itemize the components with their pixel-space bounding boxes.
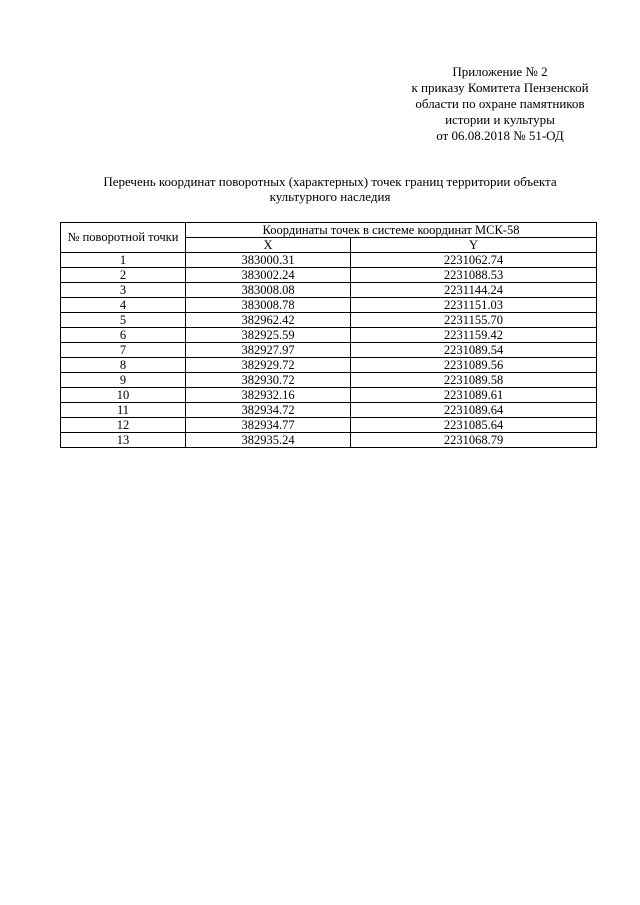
cell-point-number: 2: [61, 268, 186, 283]
cell-point-number: 1: [61, 253, 186, 268]
cell-y: 2231088.53: [351, 268, 597, 283]
cell-point-number: 12: [61, 418, 186, 433]
cell-x: 383002.24: [186, 268, 351, 283]
cell-x: 382930.72: [186, 373, 351, 388]
table-row: [61, 358, 597, 373]
cell-y: 2231089.56: [351, 358, 597, 373]
header-y: Y: [351, 238, 597, 253]
table-row: [61, 328, 597, 343]
cell-x: 382929.72: [186, 358, 351, 373]
table-row: [61, 298, 597, 313]
table-body: [61, 253, 597, 448]
cell-x: 382935.24: [186, 433, 351, 448]
appendix-header: [400, 64, 600, 144]
cell-y: 2231144.24: [351, 283, 597, 298]
cell-y: 2231089.54: [351, 343, 597, 358]
document-title-line: культурного наследия: [269, 189, 391, 204]
cell-point-number: 11: [61, 403, 186, 418]
header-point-number: № поворотной точки: [61, 223, 186, 253]
cell-y: 2231085.64: [351, 418, 597, 433]
cell-y: 2231089.64: [351, 403, 597, 418]
cell-point-number: 9: [61, 373, 186, 388]
cell-y: 2231062.74: [351, 253, 597, 268]
cell-x: 382962.42: [186, 313, 351, 328]
table-row: [61, 388, 597, 403]
cell-point-number: 4: [61, 298, 186, 313]
cell-point-number: 6: [61, 328, 186, 343]
appendix-line: области по охране памятников: [415, 96, 585, 111]
cell-x: 382927.97: [186, 343, 351, 358]
cell-point-number: 13: [61, 433, 186, 448]
appendix-line: к приказу Комитета Пензенской: [411, 80, 589, 95]
cell-y: 2231159.42: [351, 328, 597, 343]
cell-x: 383000.31: [186, 253, 351, 268]
table-row: [61, 283, 597, 298]
header-x: X: [186, 238, 351, 253]
appendix-line: Приложение № 2: [452, 64, 548, 79]
cell-y: 2231068.79: [351, 433, 597, 448]
coordinates-table: [60, 222, 597, 448]
cell-point-number: 5: [61, 313, 186, 328]
cell-y: 2231089.58: [351, 373, 597, 388]
cell-x: 382934.72: [186, 403, 351, 418]
document-title: [60, 174, 600, 204]
cell-x: 382934.77: [186, 418, 351, 433]
cell-y: 2231155.70: [351, 313, 597, 328]
table-row: [61, 418, 597, 433]
cell-point-number: 7: [61, 343, 186, 358]
cell-point-number: 3: [61, 283, 186, 298]
header-coordinates: Координаты точек в системе координат МСК-58: [186, 223, 597, 238]
table-row: [61, 253, 597, 268]
appendix-line: от 06.08.2018 № 51-ОД: [436, 128, 564, 143]
cell-x: 382932.16: [186, 388, 351, 403]
cell-point-number: 8: [61, 358, 186, 373]
table-header-row: [61, 223, 597, 238]
appendix-line: истории и культуры: [445, 112, 555, 127]
document-title-line: Перечень координат поворотных (характерных) точек границ территории объекта: [103, 174, 557, 189]
cell-x: 383008.08: [186, 283, 351, 298]
cell-y: 2231089.61: [351, 388, 597, 403]
cell-point-number: 10: [61, 388, 186, 403]
table-row: [61, 403, 597, 418]
cell-x: 382925.59: [186, 328, 351, 343]
cell-x: 383008.78: [186, 298, 351, 313]
table-row: [61, 313, 597, 328]
table-row: [61, 343, 597, 358]
table-row: [61, 268, 597, 283]
table-row: [61, 373, 597, 388]
cell-y: 2231151.03: [351, 298, 597, 313]
table-row: [61, 433, 597, 448]
